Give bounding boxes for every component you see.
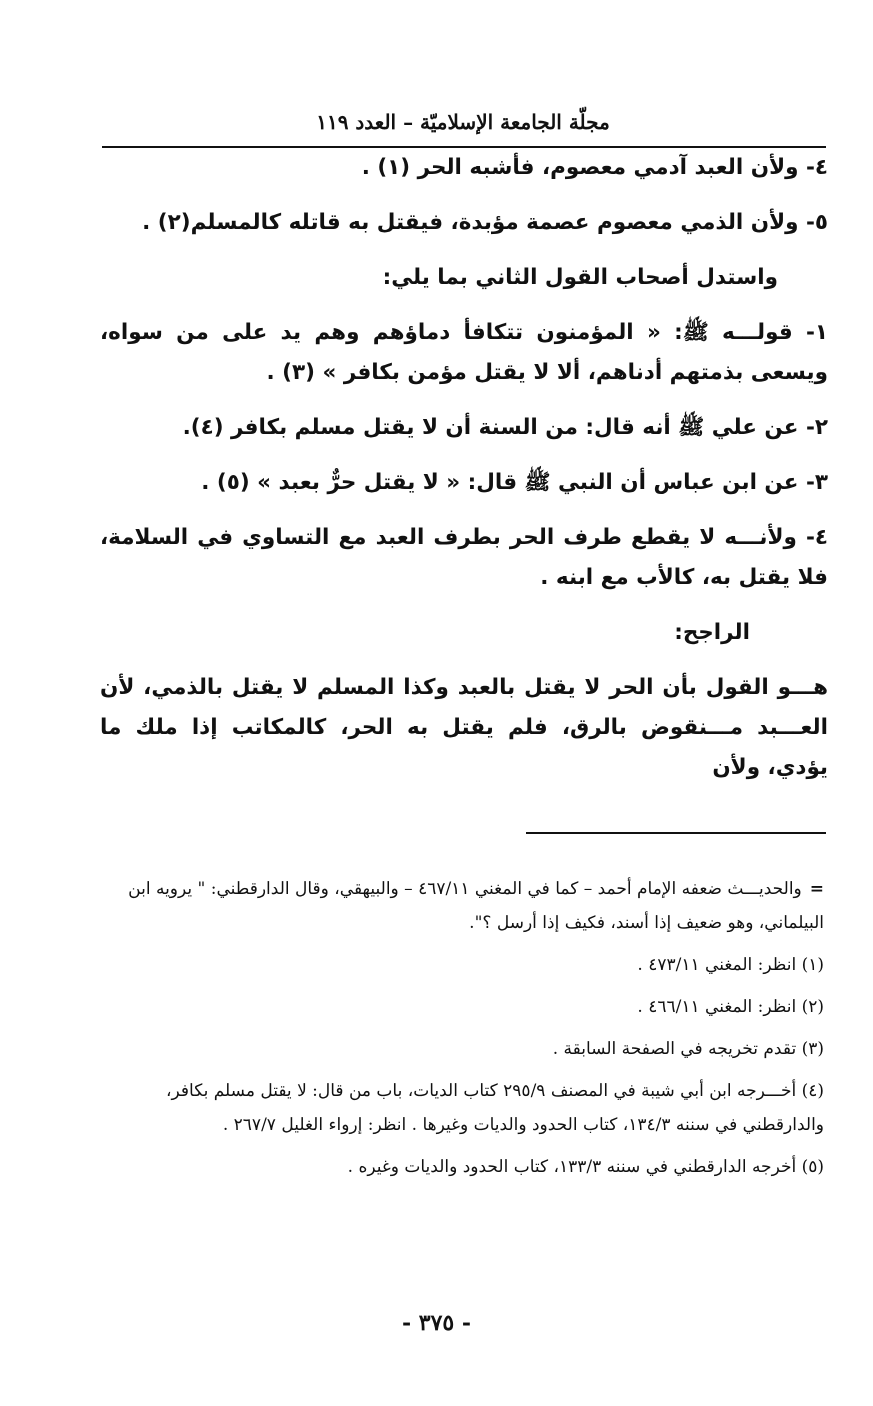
- footnote-continuation-text: والحديـــث ضعفه الإمام أحمد – كما في المغني ٤٦٧/١١ – والبيهقي، وقال الدارقطني: " يرويه ابن البيلماني، وهو ضعيف إذا أسند، فكيف إذا أرسل ؟".: [128, 879, 824, 933]
- paragraph-point-5: ٥- ولأن الذمي معصوم عصمة مؤبدة، فيقتل به قاتله كالمسلم(٢) .: [142, 210, 828, 235]
- paragraph-second-opinion-intro: واستدل أصحاب القول الثاني بما يلي:: [382, 265, 778, 290]
- page-number: - ٣٧٥ -: [401, 1310, 472, 1336]
- section-heading-preferred: الراجح:: [674, 620, 750, 645]
- footnote-5: (٥) أخرجه الدارقطني في سننه ١٣٣/٣، كتاب الحدود والديات وغيره .: [347, 1157, 824, 1177]
- paragraph-preferred-opinion: هـــو القول بأن الحر لا يقتل بالعبد وكذا المسلم لا يقتل بالذمي، لأن العـــبد مـــنقوض بالرق، فلم يقتل به الحر، كالمكاتب إذا ملك ما يؤدي، ولأن: [100, 675, 828, 780]
- running-header: مجلّة الجامعة الإسلاميّة – العدد ١١٩: [316, 110, 610, 134]
- paragraph-point-4: ٤- ولأن العبد آدمي معصوم، فأشبه الحر (١) .: [361, 155, 828, 180]
- footnote-4: (٤) أخـــرجه ابن أبي شيبة في المصنف ٢٩٥/٩ كتاب الديات، باب من قال: لا يقتل مسلم بكافر، والدارقطني في سننه ١٣٤/٣، كتاب الحدود والديات وغيرها . انظر: إرواء الغليل ٢٦٧/٧ .: [166, 1081, 824, 1135]
- footnote-2: (٢) انظر: المغني ٤٦٦/١١ .: [637, 997, 824, 1017]
- paragraph-evidence-2: ٢- عن علي ﷺ أنه قال: من السنة أن لا يقتل مسلم بكافر (٤).: [182, 415, 828, 440]
- paragraph-evidence-4: ٤- ولأنـــه لا يقطع طرف الحر بطرف العبد مع التساوي في السلامة، فلا يقتل به، كالأب مع ابنه .: [100, 525, 828, 590]
- footnote-3: (٣) تقدم تخريجه في الصفحة السابقة .: [552, 1039, 824, 1059]
- footnote-continuation: [104, 872, 824, 940]
- paragraph-evidence-3: ٣- عن ابن عباس أن النبي ﷺ قال: « لا يقتل حرٌّ بعبد » (٥) .: [201, 470, 828, 495]
- footnote-1: (١) انظر: المغني ٤٧٣/١١ .: [637, 955, 824, 975]
- main-text: [100, 148, 828, 803]
- paragraph-evidence-1: ١- قولـــه ﷺ: « المؤمنون تتكافأ دماؤهم وهم يد على من سواه، ويسعى بذمتهم أدناهم، ألا لا يقتل مؤمن بكافر » (٣) .: [100, 320, 828, 385]
- footnote-rule: [526, 832, 826, 834]
- footnotes: [104, 872, 824, 1192]
- continuation-mark: =: [809, 879, 824, 899]
